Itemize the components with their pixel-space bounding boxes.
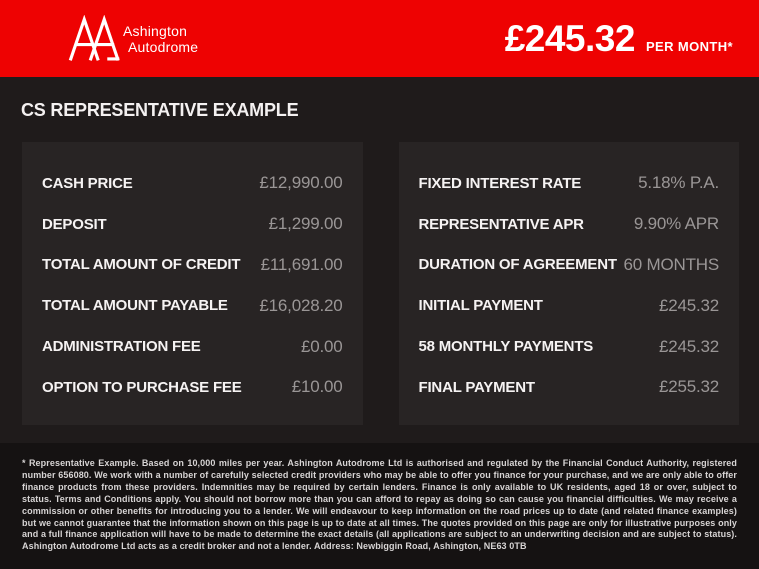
- table-row: [42, 204, 343, 245]
- finance-panels: [22, 142, 739, 425]
- table-row: [419, 367, 720, 408]
- brand-line1: Ashington: [123, 22, 188, 39]
- row-value: £16,028.20: [259, 295, 343, 315]
- table-row: [42, 285, 343, 326]
- table-row: [42, 163, 343, 204]
- table-row: [419, 326, 720, 367]
- row-label: OPTION TO PURCHASE FEE: [42, 378, 242, 396]
- page-title: CS REPRESENTATIVE EXAMPLE: [21, 100, 299, 120]
- row-label: 58 MONTHLY PAYMENTS: [418, 338, 594, 356]
- row-value: 9.90% APR: [633, 214, 719, 234]
- row-label: REPRESENTATIVE APR: [418, 215, 584, 233]
- finance-panel-left: [22, 142, 363, 425]
- row-value: £255.32: [658, 377, 719, 397]
- row-label: FIXED INTEREST RATE: [418, 174, 582, 192]
- row-label: INITIAL PAYMENT: [418, 297, 543, 315]
- row-value: £11,691.00: [260, 254, 343, 274]
- table-row: [42, 326, 343, 367]
- row-value: 5.18% P.A.: [638, 173, 719, 193]
- row-value: £0.00: [300, 336, 343, 356]
- row-value: £245.32: [658, 295, 719, 315]
- row-label: TOTAL AMOUNT OF CREDIT: [42, 256, 241, 274]
- row-value: £245.32: [658, 336, 719, 356]
- row-value: £1,299.00: [268, 214, 343, 234]
- dealer-logo[interactable]: [68, 15, 198, 62]
- aa-monogram-icon: [68, 15, 120, 62]
- table-row: [419, 285, 720, 326]
- row-value: 60 MONTHS: [623, 254, 719, 274]
- table-row: [42, 367, 343, 408]
- row-label: ADMINISTRATION FEE: [42, 338, 201, 356]
- row-value: £12,990.00: [259, 173, 343, 193]
- representative-example-disclaimer: * Representative Example. Based on 10,000 miles per year. Ashington Autodrome Ltd is authorised and regulated by the Financial Conduct Authority, registered number 656080. We work with a number of carefully selected credit providers who may be able to offer you finance for your purchase, and we are only able to offer finance products from these providers. Indemnities may be required by certain lenders. Finance is only available to UK residents, aged 18 or over, subject to status. Terms and Conditions apply. You should not borrow more than you can afford to repay as doing so can cause you financial difficulties. We may receive a commission or other benefits for introducing you to a lender. We will endeavour to keep information on the road prices up to date (and related finance examples) but we cannot guarantee that the information shown on this page is up to date at all times. The quotes provided on this page are only for illustrative purposes only and a full finance application will have to be made to determine the exact details (all applications are subject to an underwriting decision and are subject to status). Ashington Autodrome Ltd acts as a credit broker and not a lender. Address: Newbiggin Road, Ashington, NE63 0TB: [22, 458, 737, 552]
- table-row: [419, 204, 720, 245]
- finance-panel-right: [399, 142, 740, 425]
- row-label: DURATION OF AGREEMENT: [418, 256, 617, 274]
- monthly-price-suffix: PER MONTH*: [645, 38, 733, 54]
- monthly-price: [505, 18, 733, 60]
- table-row: [419, 163, 720, 204]
- monthly-price-amount: £245.32: [504, 17, 635, 59]
- row-value: £10.00: [291, 377, 343, 397]
- row-label: TOTAL AMOUNT PAYABLE: [42, 297, 228, 315]
- row-label: CASH PRICE: [42, 174, 133, 192]
- row-label: FINAL PAYMENT: [418, 378, 535, 396]
- brand-line2: Autodrome: [128, 38, 199, 55]
- brand-name: [123, 23, 198, 55]
- footer: [0, 443, 759, 569]
- table-row: [42, 245, 343, 286]
- row-label: DEPOSIT: [42, 215, 107, 233]
- header-banner: [0, 0, 759, 77]
- table-row: [419, 245, 720, 286]
